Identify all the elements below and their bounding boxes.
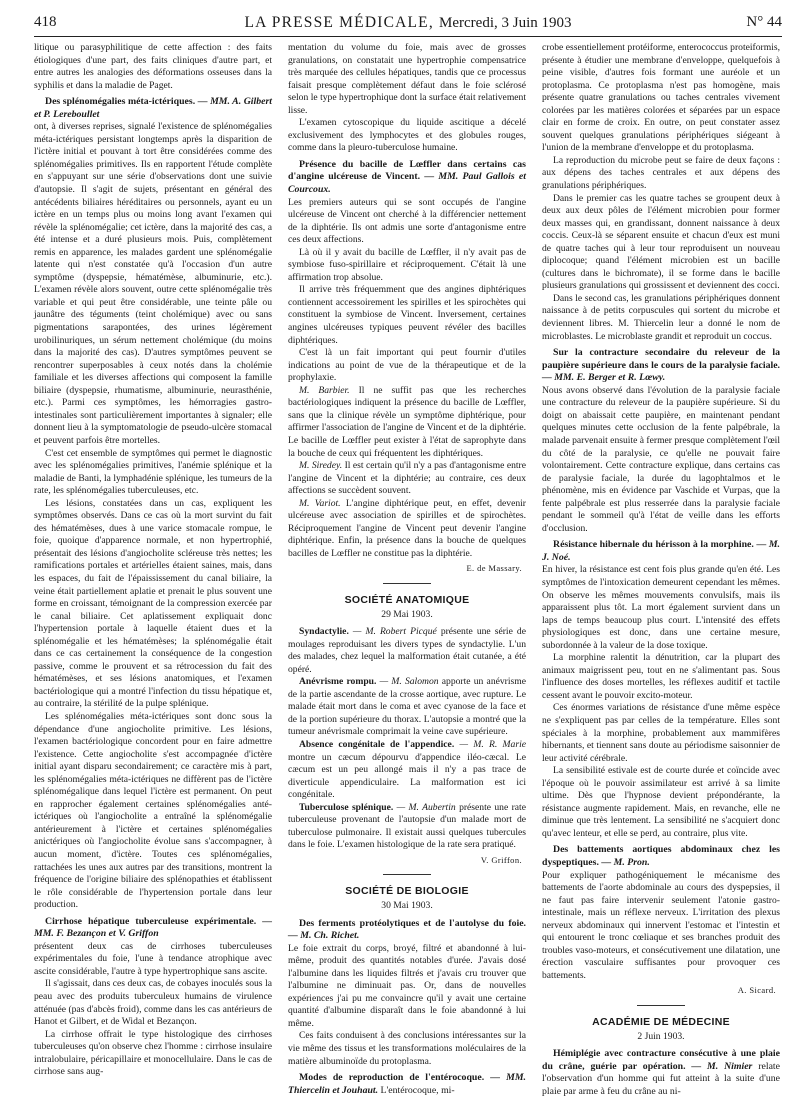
paragraph: Les splénomégalies méta-ictériques sont donc sous la dépendance d'une angiocholite primitive. Les lésions, l'examen bactériologique concordent pour en faire admettre l'existence. Cette angiocholite s'est accompagnée d'ictère initial ayant disparu secondairement; ce caractère mis à part, les splénomégalies méta-ictériques ne diffèrent pas de l'ictère splénomégalique dans lequel l'ictère est permanent. On peut en rapprocher également certaines splénomégalies anté-ictériques où l'angiocholite a entraîné la splénomégalie antérieurement à l'ictère et certaines splénomégalies anictériques où l'angiocholite évolue sans s'accompagner, à aucun moment, d'ictère. Toutes ces splénomégalies, rattachées les unes aux autres par des transitions, montrent la fréquence de l'origine biliaire des splénopathies et établissent le rôle considérable de l'hypertension portale dans leur production. [34, 710, 272, 911]
issue-date: Mercredi, 3 Juin 1903 [439, 15, 572, 31]
speaker: M. Variot. [299, 497, 341, 509]
paragraph: L'examen cytoscopique du liquide ascitique a décelé exclusivement des lymphocytes et des globules rouges, comme dans la pleuro-tuberculose humaine. [288, 117, 526, 154]
article-authors: — MM. Thiercelin et Jouhaut. [288, 1072, 527, 1096]
article-title [34, 916, 272, 941]
page-number: 418 [34, 14, 57, 30]
paragraph: C'est cet ensemble de symptômes qui permet le diagnostic avec les splénomégalies primitives, l'anémie splénique et la maladie de Banti, la lymphadénie splénique, les tumeurs de la rate, les splénomégalies tuberculeuses, etc. [34, 447, 272, 497]
title-text: Résistance hibernale du hérisson à la morphine. [553, 539, 754, 551]
header-rule [34, 36, 782, 37]
article-title [542, 347, 780, 385]
signature: V. Griffon. [480, 854, 522, 865]
journal-title [34, 14, 782, 32]
column-1 [34, 42, 272, 1076]
text: L'entérocoque, mi- [380, 1084, 455, 1096]
paragraph [288, 676, 526, 739]
section-title: SOCIÉTÉ ANATOMIQUE [344, 593, 470, 606]
article-title [542, 539, 780, 564]
article-title [542, 1048, 780, 1098]
article-authors: — MM. F. Bezançon et V. Griffon [34, 915, 272, 940]
signature: E. de Massary. [466, 563, 522, 574]
paragraph [288, 460, 526, 498]
paragraph: C'est là un fait important qui peut fournir d'utiles indications au point de vue de la thérapeutique et de la prophylaxie. [288, 347, 526, 384]
text: relate l'observation d'un homme qui fut atteint à la suite d'une plaie par arme à feu du crâne au ni- [542, 1060, 780, 1097]
text: présente une rate tuberculeuse provenant de l'autopsie d'un malade mort de tuberculose pulmonaire. Il existait aussi quelques tubercules dans le foie. L'examen histologique de la rate sera pratiqué. [288, 801, 526, 851]
title-text: Des splénomégalies méta-ictériques. [45, 96, 196, 108]
paragraph: La sensibilité estivale est de courte durée et coïncide avec l'époque où le pouvoir assimilateur est arrivé à sa limite ultime. Dès que l'hypnose devient prépondérante, la résistance augmente rapidement. Mais, en revanche, elle ne diminue que très lentement. La sensibilité ne s'acquiert donc qu'avec lenteur, et elle se perd, au contraire, plus vite. [542, 765, 780, 839]
entry-author: — M. Robert Picqué [352, 626, 437, 638]
text: montre un cæcum dépourvu d'appendice iléo-cæcal. Le cæcum est un peu allongé mais il n'y a pas trace de diverticule appendiculaire. La malformation est ici congénitale. [288, 751, 526, 801]
paragraph: Les lésions, constatées dans un cas, expliquent les symptômes observés. Dans ce cas où la mort survint du fait des hématémèses, dues à une varice stomacale rompue, le foie, quoique d'apparence normale, et non hypertrophié, présentait des lésions d'angiocholite scléreuse très nettes; les ramifications portales et artérielles étaient saines, mais, dans les espaces, du fait de l'épaississement du canal biliaire, la veine était partiellement aplatie et prenait le plus souvent une forme en croissant, témoignant de la compression exercée par le canal biliaire. Cet aplatissement expliquait donc l'hypertension portale à laquelle étaient dues et la splénomégalie et les hématémèses; la splénomégalie était dans ce cas certainement la conséquence de la congestion passive, comme le prouvent et sa rétrocession du fait des hématémèses, et ses lésions anatomiques, et l'examen bactériologique qui a montré l'infection du tissu hépatique et, au contraire, la stérilité de la pulpe splénique. [34, 497, 272, 710]
column-3 [542, 42, 781, 1097]
text: Il ne suffit pas que les recherches bactériologiques indiquent la présence du bacille de Lœffler, sans que la clinique révèle un symptôme diphtérique, pour affirmer l'association de l'angine de Vincent et de la diphtérie. Le bacille de Lœffler peut exister à l'état de saprophyte dans la bouche de ceux qui fréquentent les diphtériques. [288, 384, 526, 459]
text: L'angine diphtérique peut, en effet, devenir ulcéreuse avec association de spirilles et de spirochètes. Réciproquement l'angine de Vincent peut devenir l'angine diphtérique. Enfin, la présence dans la bouche de quelques bacilles de Lœffler ne constitue pas la diphtérie. [288, 497, 526, 559]
speaker: M. Siredey. [299, 460, 343, 472]
paragraph: Nous avons observé dans l'évolution de la paralysie faciale une contracture du releveur de la paupière supérieure. Si du doigt on abaissait cette paupière, en maintenant pendant quelques minutes cette occlusion de la fente palpébrale, la malade parvenait ensuite à fermer presque complètement l'œil du côté de la paralysie, ce qu'elle ne pouvait faire volontairement. Cette contracture explique, dans certains cas de paralysie faciale, la durée du lagophtalmos et le phénomène, mis en évidence par Vaschide et Vurpas, que la fente palpébrale est plus resserrée dans la paralysie faciale pendant le sommeil qu'à l'état de veille dans les efforts d'occlusion. [542, 384, 781, 534]
paragraph: Il s'agissait, dans ces deux cas, de cobayes inoculés sous la peau avec des produits tuberculeux humains de virulence atténuée (pas d'abcès froid), comme dans les cas antérieurs de Hanot et Gilbert, et de Widal et Bezançon. [34, 978, 272, 1028]
text: présente une série de moulages reproduisant les divers types de syndactylie. L'un des malades, chez lequel la malformation était cutanée, a été opéré. [288, 626, 526, 675]
paragraph: ont, à diverses reprises, signalé l'existence de splénomégalies méta-ictériques persistant longtemps après la disparition de l'ictère initial et pouvant à tort être considérées comme des splénomégalies primitives. Ils en rapportent l'étude complète en s'appuyant sur une série d'observations dont une suivie d'autopsie. Il s'agit de sujets, présentant en général des antécédents biliaires héréditaires ou personnels, ayant eu un ictère en un temps plus ou moins long avant l'examen qui révèle la splénomégalie; cet ictère, dans la majorité des cas, a été intense et a duré plusieurs mois. Puis, complètement remis en apparence, les malades gardent une splénomégalie latente qui n'est constatée qu'à l'occasion d'un autre symptôme (dyspepsie, hématémèse, albuminurie, etc.). L'examen révèle alors souvent, outre cette splénomégalie très variable et qui peut être considérable, une teinte pâle ou jaunâtre des téguments (teint cholémique) avec ou sans pigmentations sarapontées, des urines légèrement urobilinuriques, un sérum nettement cholémique (du moins dans la majorité des cas). D'autres symptômes peuvent se rencontrer superposables à ceux notés dans la cholémie familiale et les diverses affections qui composent la famille biliaire (dyspepsie, rhumatisme, albuminurie, neurasthénie, etc.). Parmi ces symptômes, les hémorragies gastro-intestinales sont particulièrement importantes à signaler; elle donnent lieu à la symptomatologie de pseudo-ulcère stomacal et peuvent parfois être mortelles. [34, 121, 272, 446]
article-title [288, 918, 526, 943]
paragraph [288, 498, 526, 561]
title-text: Des ferments protéolytiques et de l'autolyse du foie. [299, 917, 526, 929]
article-title [34, 96, 272, 121]
signature: A. Sicard. [737, 985, 776, 996]
entry-title: Tuberculose splénique. [299, 801, 394, 813]
text: apporte un anévrisme de la partie ascendante de la crosse aortique, avec rupture. Le malade était mort dans le coma et avec cyanose de la face et de la portion supérieure du thorax. L'autopsie a montré que la tumeur anévrismale comprimait la veine cave supérieure. [288, 676, 526, 738]
journal-name: LA PRESSE MÉDICALE, [244, 14, 434, 31]
section-title: SOCIÉTÉ DE BIOLOGIE [345, 885, 469, 898]
title-text: Présence du bacille de Lœffler dans certains cas d'angine ulcéreuse de Vincent. [288, 158, 526, 183]
paragraph: mentation du volume du foie, mais avec de grosses granulations, on constatait une hypertrophie compensatrice très marquée des cellules hépatiques, tandis que ce processus faisait presque complètement défaut dans le foie sclérosé selon le type hypertrophique dont la surface était relativement lisse. [288, 42, 526, 116]
title-text: Sur la contracture secondaire du releveur de la paupière supérieure dans le cours de la paralysie faciale. [542, 347, 780, 371]
paragraph: En hiver, la résistance est cent fois plus grande qu'en été. Les symptômes de l'intoxication demeurent cependant les mêmes. On observe les mêmes mouvements convulsifs, mais ils apparaissent plus tôt. La mort également survient dans un laps de temps beaucoup plus court. L'intensité des effets physiologiques est donc, dans une certaine mesure, subordonnée à la valeur de la dose toxique. [542, 564, 780, 651]
paragraph: crobe essentiellement protéiforme, enterococcus proteiformis, présente à étudier une membrane d'enveloppe, quelquefois à peine visible, d'autres fois formant une auréole et un protoplasma. Ce protoplasma n'est pas homogène, mais présente quatre granulations ou taches centrales vivement colorées par les matières colorées et séparées par un espace clair en forme de croix. En outre, on peut constater assez souvent quelques granulations périphériques siégeant à l'union de la membrane d'enveloppe et du protoplasma. [542, 42, 780, 154]
article-authors: — MM. E. Berger et R. Lœwy. [542, 372, 666, 384]
paragraph: présentent deux cas de cirrhoses tuberculeuses expérimentales du foie, l'une à tendance atrophique avec ascite considérable, l'autre à type hypertrophique sans ascite. [34, 940, 272, 977]
entry-title: Syndactylie. [299, 626, 349, 638]
separator [383, 874, 431, 875]
article-authors: — MM. A. Gilbert et P. Lereboullet [34, 96, 273, 120]
paragraph [288, 626, 526, 676]
article-title [542, 844, 780, 869]
separator [637, 1005, 685, 1006]
article-title [288, 159, 526, 197]
entry-author: — M. Salomon [379, 676, 439, 688]
paragraph: litique ou parasyphilitique de cette affection : des faits étiologiques d'une part, des faits cliniques d'autre part, et entre autres les analogies des déformations osseuses dans la syphilis et dans la maladie de Paget. [34, 42, 272, 91]
article-authors: — M. Nimier [691, 1060, 753, 1072]
paragraph: Dans le second cas, les granulations périphériques donnent naissance à de petits corpuscules qui sortent du microbe et deviennent libres. M. Thiercelin leur a donné le nom de microblastes. Le microblaste grandit et reproduit un coccus. [542, 292, 780, 342]
paragraph: Pour expliquer pathogéniquement le mécanisme des battements de l'aorte abdominale au cours des dyspepsies, il ne faut pas faire intervenir seulement l'atonie gastro-intestinale, mais un réflexe nerveux. L'irritation des plexus nerveux abdominaux qui innervent l'estomac et l'intestin et qui entourent le tronc cœliaque et ses branches produit des troubles vaso-moteurs, et consécutivement une dilatation, une érection vasculaire suffisantes pour provoquer ces battements. [542, 869, 780, 981]
text: Il est certain qu'il n'y a pas d'antagonisme entre l'angine de Vincent et la diphtérie; au contraire, ces deux affections se succèdent souvent. [288, 460, 526, 497]
paragraph: Ces énormes variations de résistance d'une même espèce ne s'expliquent pas par celles de la température. Elles sont spéciales à la morphine, probablement aux mammifères hibernants, et tiennent sans doute au périodisme saisonnier de leur activité cérébrale. [542, 702, 780, 764]
paragraph: Les premiers auteurs qui se sont occupés de l'angine ulcéreuse de Vincent ont cherché à la différencier nettement de la diphtérie. Ils ont admis une sorte d'antagonisme entre ces deux affections. [288, 196, 526, 246]
section-title: ACADÉMIE DE MÉDECINE [592, 1016, 730, 1029]
paragraph [288, 739, 526, 802]
entry-title: Absence congénitale de l'appendice. [299, 738, 455, 750]
paragraph: La morphine ralentit la dénutrition, car la plupart des animaux maigrissent peu, tout en ne s'alimentant pas. Sous l'influence des doses mortelles, les réflexes auditif et tactile cessent avant le pouvoir excito-moteur. [542, 652, 780, 701]
paragraph: Le foie extrait du corps, broyé, filtré et abandonné à lui-même, produit des quantités notables d'urée. J'avais dosé l'albumine dans les liquides filtrés et j'avais cru trouver que l'albumine ne diminuait pas. Or, dans de nouvelles expériences j'ai pu me convaincre qu'il y avait une certaine quantité d'albumine disparaît dans le foie abandonné à lui même. [288, 942, 526, 1029]
article-authors: — M. Ch. Richet. [288, 930, 360, 942]
title-text: Cirrhose hépatique tuberculeuse expérimentale. [45, 915, 257, 927]
paragraph [288, 385, 526, 460]
paragraph: Dans le premier cas les quatre taches se groupent deux à deux aux deux pôles de l'élément microbien pour former deux masses qui, en grandissant, donnent naissance à deux coccis. Ceux-là se séparent ensuite et chacun d'eux est muni de quatre taches qui à leur tour reproduisent un nouveau diplocoque; quand l'élément microbien est un bacille (cultures dans le bichromate), il se forme dans le bacille plusieurs granulations qui grossissent et deviennent des cocci. [542, 192, 780, 292]
title-text: Modes de reproduction de l'entérocoque. [299, 1072, 485, 1084]
column-2 [288, 42, 527, 1096]
entry-author: — M. Aubertin [396, 801, 456, 813]
section-date: 30 Mai 1903. [381, 900, 433, 911]
section-date: 29 Mai 1903. [381, 608, 433, 620]
paragraph [288, 802, 526, 852]
entry-author: — M. R. Marie [459, 738, 527, 750]
article-authors: — M. Pron. [601, 857, 650, 868]
article-title [288, 1072, 526, 1097]
speaker: M. Barbier. [299, 384, 350, 396]
paragraph: Ces faits conduisent à des conclusions intéressantes sur la vie même des tissus et les transformations moléculaires de la matière albuminoïde du protoplasma. [288, 1030, 526, 1067]
separator [383, 583, 431, 584]
paragraph: Il arrive très fréquemment que des angines diphtériques contiennent accessoirement les spirilles et les spirochètes qui constituent la symbiose de Vincent. Inversement, certaines angines ulcéreuses typiques peuvent révéler des bacilles diphtériques. [288, 284, 526, 346]
title-text: Hémiplégie avec contracture consécutive à une plaie du crâne, guérie par opération. [542, 1048, 780, 1072]
entry-title: Anévrisme rompu. [299, 676, 377, 688]
article-authors: — MM. Paul Gallois et Courcoux. [288, 171, 526, 196]
title-text: Des battements aortiques abdominaux chez les dyspeptiques. [542, 844, 780, 868]
paragraph: Là où il y avait du bacille de Lœffler, il n'y avait pas de symbiose fuso-spirillaire et réciproquement. C'était là une affirmation trop absolue. [288, 246, 526, 283]
section-date: 2 Juin 1903. [637, 1030, 685, 1042]
article-authors: — M. J. Noé. [542, 539, 780, 563]
issue-number: N° 44 [746, 14, 782, 30]
paragraph: La reproduction du microbe peut se faire de deux façons : aux dépens des taches centrales et aux dépens des granulations périphériques. [542, 154, 780, 192]
paragraph: La cirrhose offrait le type histologique des cirrhoses tuberculeuses qu'on observe chez l'homme : cirrhose insulaire intralobulaire, péricapillaire et monocellulaire. Dans le cas de cirrhose sans aug- [34, 1028, 272, 1078]
